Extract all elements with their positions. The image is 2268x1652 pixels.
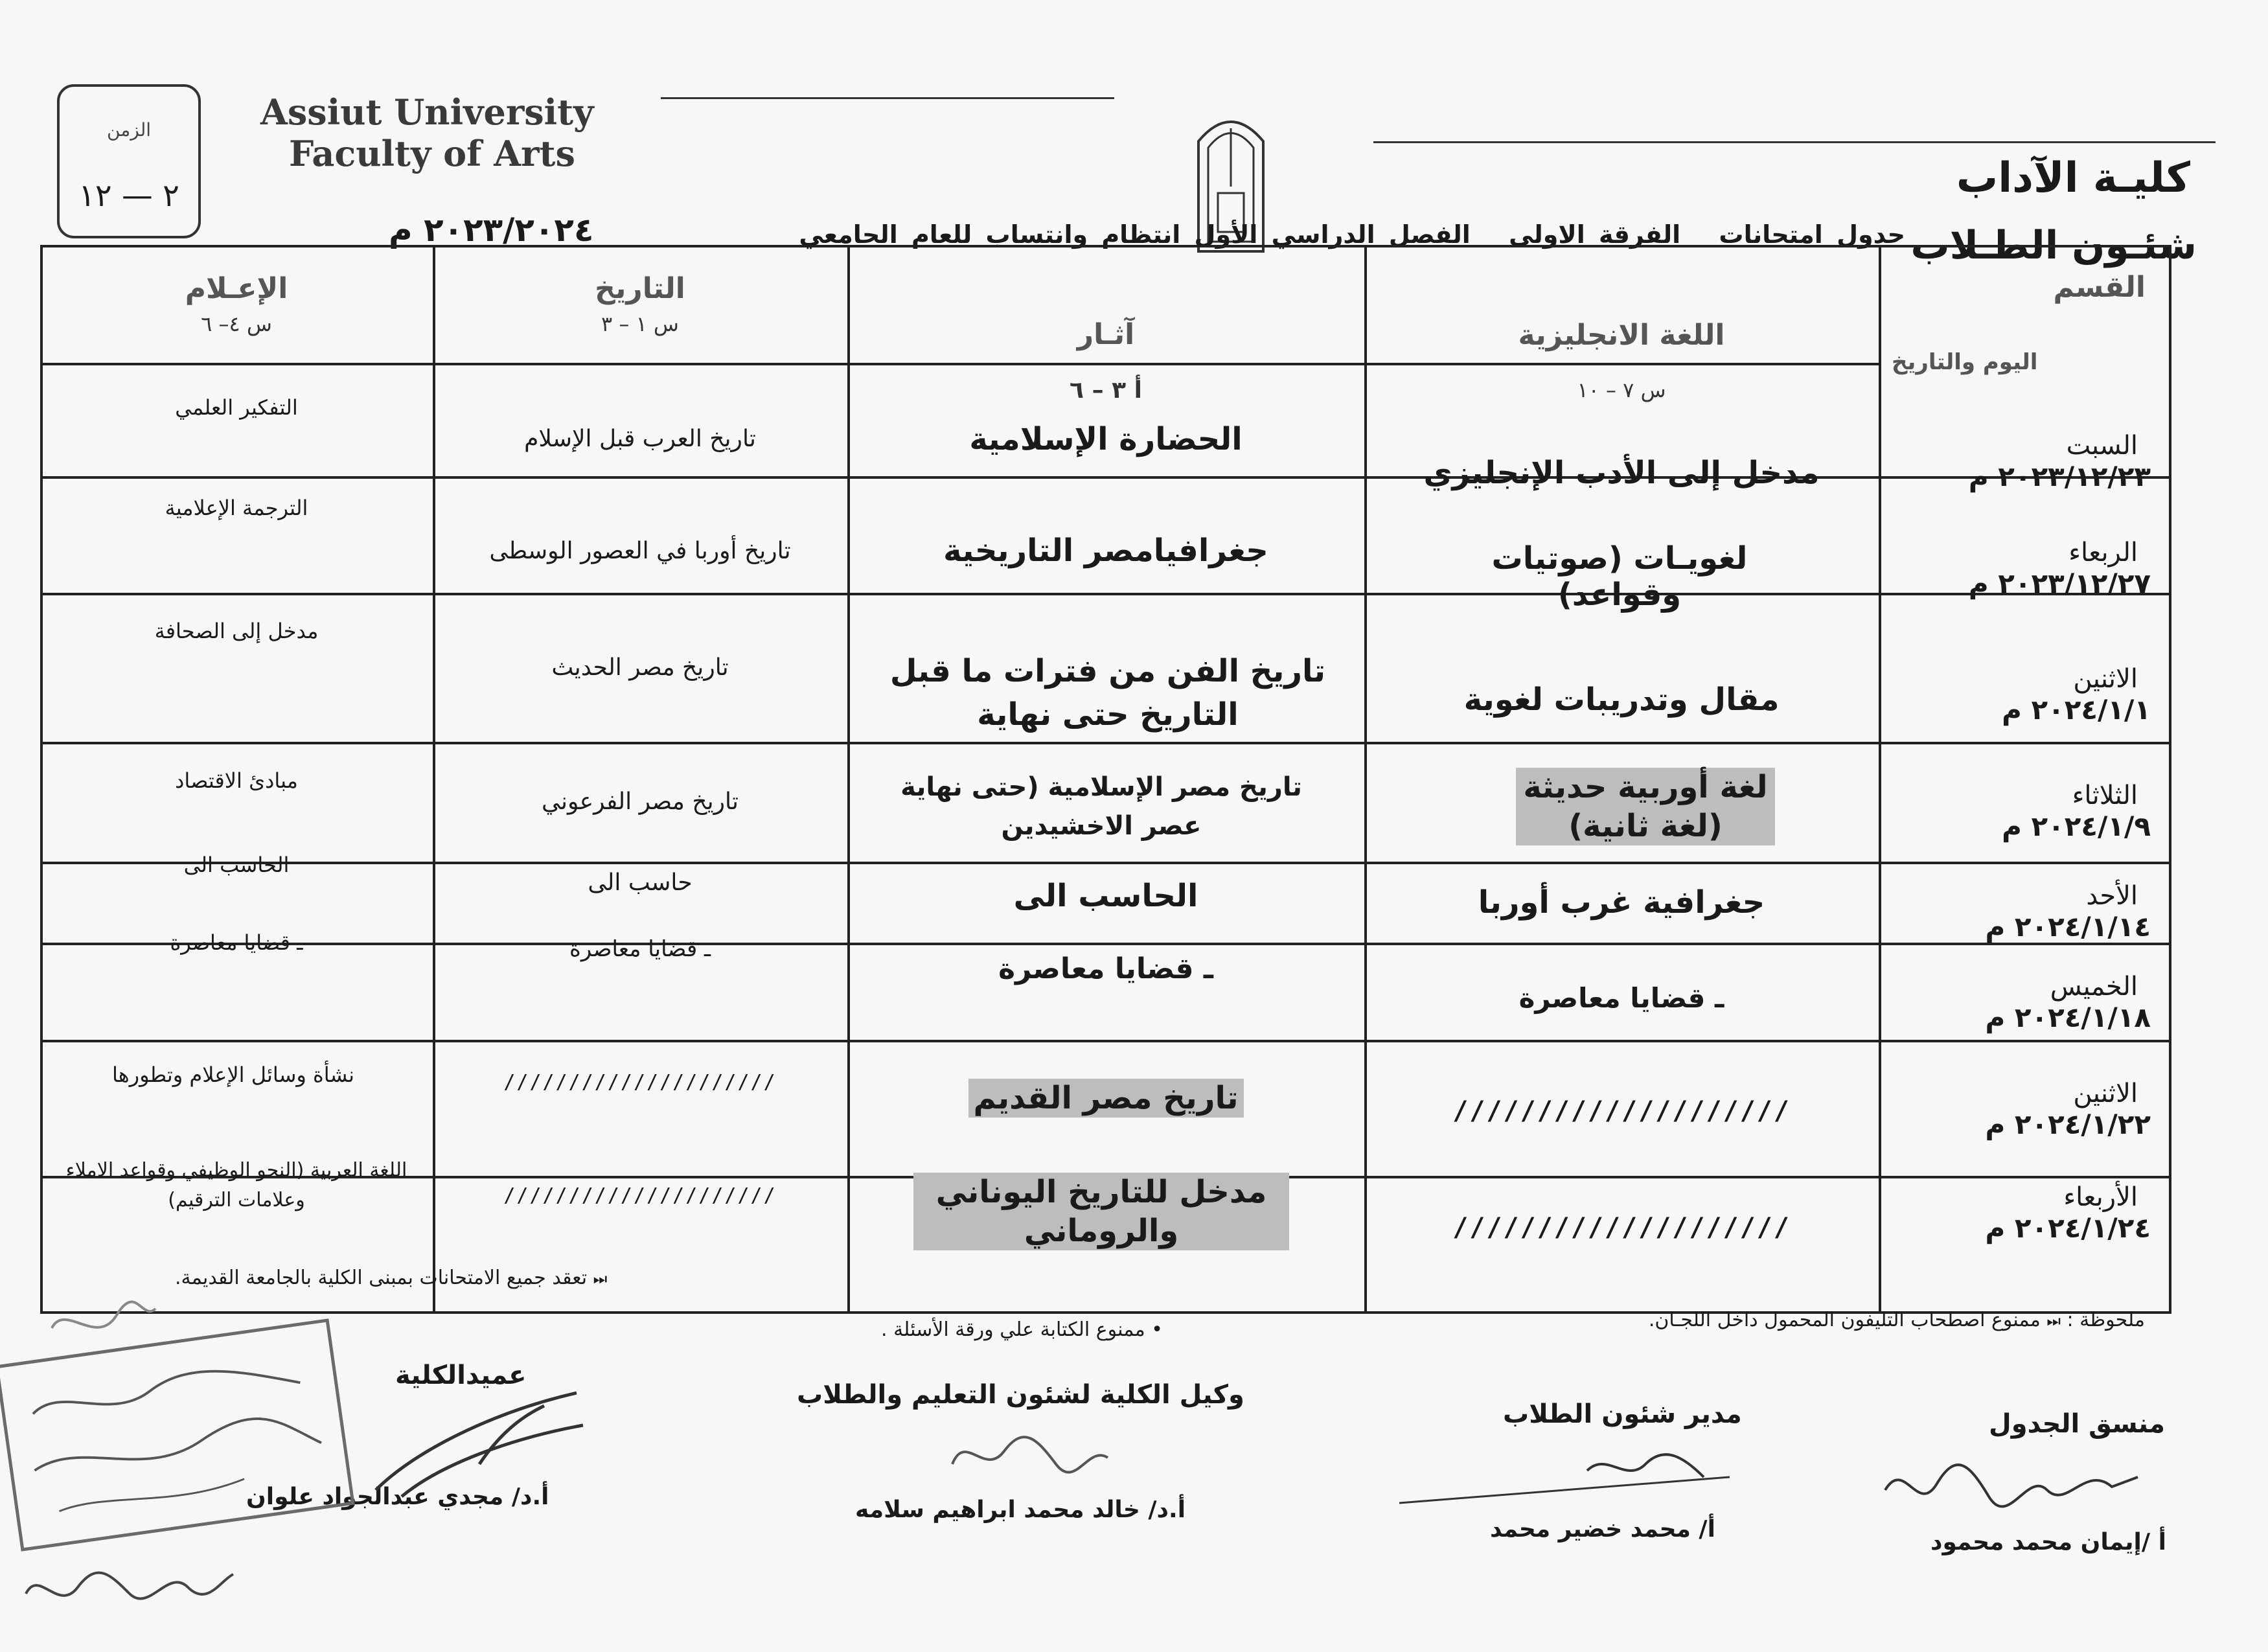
vice-dean-name: أ.د/ خالد محمد ابراهيم سلامه — [855, 1497, 1186, 1523]
dept-code: س ٤– ٦ — [201, 311, 272, 336]
no-exam-hatch: ///////////////////// — [503, 1184, 777, 1207]
note-building — [175, 1267, 607, 1289]
day-cell — [1885, 538, 2164, 654]
corner-bottom: اليوم والتاريخ — [1892, 349, 2038, 375]
day-name: الاثنين — [2073, 664, 2138, 694]
university-en: Assiut University — [260, 91, 594, 133]
corner-top: القسم — [2053, 271, 2146, 304]
day-cell — [1885, 881, 2164, 965]
title-part-2: الفرقة الاولى — [1509, 220, 1681, 249]
day-cell — [1885, 1182, 2164, 1279]
highlighted-subject: تاريخ مصر القديم — [968, 1079, 1244, 1118]
exam-cell: جغرافيامصر التاريخية — [943, 533, 1268, 569]
university-name-en — [260, 92, 594, 174]
exam-cell: حاسب الى — [588, 869, 693, 896]
time-box — [57, 84, 201, 238]
no-exam-hatch: //////////////////// — [1452, 1213, 1791, 1243]
day-name: الاثنين — [2073, 1079, 2138, 1108]
title-part-3: الفصل الدراسي الأول انتظام وانتساب للعام الجامعي — [799, 220, 1471, 249]
day-name: الأحد — [2086, 881, 2138, 911]
day-cell — [1885, 1079, 2164, 1163]
vice-dean-signature-icon — [946, 1425, 1114, 1484]
academic-year: ٢٠٢٣/٢٠٢٤ م — [389, 211, 594, 249]
note-label: ملحوظة : — [2067, 1309, 2145, 1331]
no-exam-hatch: ///////////////////// — [503, 1070, 777, 1094]
exam-cell: تاريخ أوربا في العصور الوسطى — [489, 537, 791, 564]
exam-cell: مقال وتدريبات لغوية — [1463, 682, 1780, 718]
header-rule-right — [1373, 141, 2216, 143]
exam-cell: مدخل إلى الأدب الإنجليزي — [1423, 455, 1820, 491]
header-rule-left — [661, 97, 1114, 99]
director-signature-icon — [1393, 1438, 1743, 1516]
day-name: الثلاثاء — [2072, 781, 2138, 810]
day-date: ٢٠٢٤/١/٢٤ م — [1985, 1212, 2151, 1244]
day-cell — [1885, 664, 2164, 761]
day-date: ٢٠٢٣/١٢/٢٣ م — [1968, 461, 2151, 492]
coordinator-name: أ /إيمان محمد محمود — [1930, 1529, 2166, 1555]
day-date: ٢٠٢٣/١٢/٢٧ م — [1968, 568, 2151, 599]
exam-cell: ـ قضايا معاصرة — [569, 936, 711, 962]
dean-title: عميدالكلية — [395, 1360, 527, 1390]
exam-cell: الحاسب الى — [1013, 877, 1198, 914]
coordinator-signature-icon — [1879, 1451, 2151, 1522]
faculty-en: Faculty of Arts — [289, 132, 575, 174]
student-affairs-ar: شئـون الطـلاب — [1910, 223, 2197, 268]
day-date: ٢٠٢٤/١/٢٢ م — [1985, 1108, 2151, 1140]
exam-cell: الترجمة الإعلامية — [165, 496, 308, 520]
dept-code: س ٧ – ١٠ — [1577, 378, 1666, 402]
vice-dean-title: وكيل الكلية لشئون التعليم والطلاب — [797, 1380, 1244, 1410]
exam-cell: ـ قضايا معاصرة — [998, 952, 1213, 985]
dept-header-history — [433, 245, 847, 363]
day-name: الربعاء — [2068, 538, 2138, 568]
dept-code: أ ٣ – ٦ — [1070, 376, 1142, 404]
faculty-ar: كليـة الآداب — [1956, 154, 2190, 202]
note-writing — [881, 1318, 1163, 1341]
no-exam-hatch: //////////////////// — [1452, 1096, 1791, 1126]
exam-cell: مبادئ الاقتصاد — [175, 768, 298, 793]
time-value: ٢ — ١٢ — [78, 178, 179, 214]
day-date: ٢٠٢٤/١/١٤ م — [1985, 911, 2151, 943]
day-date: ٢٠٢٤/١/٩ م — [2002, 810, 2151, 842]
exam-cell: جغرافية غرب أوربا — [1478, 884, 1765, 921]
affairs-director-title: مدير شئون الطلاب — [1503, 1399, 1742, 1429]
note-building-text: تعقد جميع الامتحانات بمبنى الكلية بالجامعة القديمة. — [175, 1267, 588, 1289]
day-name: الخميس — [2050, 972, 2138, 1002]
handwritten-mark-icon — [39, 1289, 162, 1360]
highlighted-subject: مدخل للتاريخ اليوناني والروماني — [913, 1173, 1289, 1250]
exam-cell: ـ قضايا معاصرة — [170, 930, 303, 955]
exam-cell: تاريخ الفن من فترات ما قبل التاريخ حتى نهاية — [889, 652, 1326, 733]
exam-cell: مدخل إلى الصحافة — [154, 619, 319, 643]
dept-name: الإعـلام — [185, 271, 288, 305]
dean-name: أ.د/ مجدي عبدالجواد علوان — [246, 1484, 549, 1510]
dept-header-media — [40, 245, 433, 363]
double-arrow-icon: ⏭ — [2046, 1312, 2061, 1330]
coordinator-title: منسق الجدول — [1989, 1409, 2166, 1439]
day-name: السبت — [2066, 431, 2138, 461]
double-arrow-icon: ⏭ — [593, 1270, 608, 1288]
bullet-icon: • — [1151, 1318, 1163, 1341]
exam-cell-highlight — [847, 1050, 1364, 1147]
day-cell — [1885, 972, 2164, 1056]
dept-name: اللغة الانجليزية — [1518, 319, 1725, 352]
note-phone-text: ممنوع اصطحاب التليفون المحمول داخل اللجـان. — [1648, 1309, 2041, 1331]
day-date: ٢٠٢٤/١/١ م — [2002, 694, 2151, 726]
time-label: الزمن — [106, 119, 152, 141]
handwritten-date-icon — [13, 1548, 246, 1620]
exam-cell-highlight — [1509, 751, 1781, 862]
exam-cell: تاريخ العرب قبل الإسلام — [524, 426, 756, 452]
exam-cell: تاريخ مصر الحديث — [551, 654, 729, 681]
highlighted-subject: لغة أوربية حديثة (لغة ثانية) — [1516, 768, 1775, 845]
title-part-1: جدول امتحانات — [1719, 220, 1905, 249]
note-phone — [1649, 1309, 2145, 1331]
exam-cell: ـ قضايا معاصرة — [1518, 981, 1724, 1014]
affairs-director-name: أ/ محمد خضير محمد — [1490, 1516, 1715, 1543]
exam-cell: اللغة العربية (النحو الوظيفي وقواعد الاملاء وعلامات الترقيم) — [65, 1158, 407, 1211]
exam-cell: لغويـات (صوتيات وقواعد) — [1491, 540, 1748, 613]
dept-name: آثـار — [1077, 317, 1135, 351]
day-cell — [1885, 431, 2164, 547]
exam-cell: تاريخ مصر الفرعوني — [541, 788, 739, 815]
dean-signature-icon — [363, 1386, 596, 1503]
exam-cell: الحاسب الى — [183, 853, 290, 877]
exam-cell: الحضارة الإسلامية — [969, 420, 1243, 457]
exam-cell: نشأة وسائل الإعلام وتطورها — [112, 1062, 354, 1088]
dept-code: س ١ – ٣ — [601, 311, 679, 336]
day-date: ٢٠٢٤/١/١٨ م — [1985, 1002, 2151, 1033]
exam-cell: تاريخ مصر الإسلامية (حتى نهاية عصر الاخشيدين — [900, 772, 1302, 841]
day-cell — [1885, 781, 2164, 871]
dept-name: التاريخ — [595, 271, 685, 305]
day-name: الأربعاء — [2063, 1182, 2138, 1212]
exam-cell: التفكير العلمي — [175, 395, 298, 420]
note-writing-text: ممنوع الكتابة علي ورقة الأسئلة . — [881, 1318, 1145, 1341]
exam-cell-highlight — [907, 1153, 1296, 1270]
